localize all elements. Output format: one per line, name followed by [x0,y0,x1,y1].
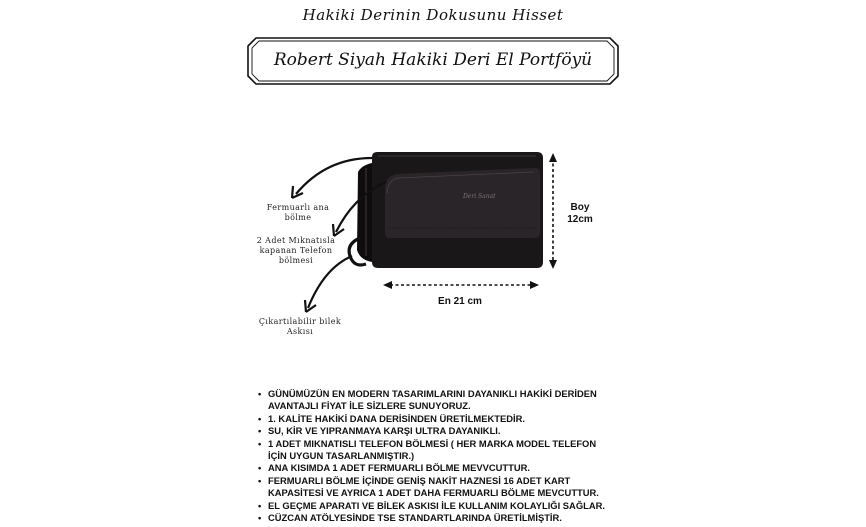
product-title: Robert Siyah Hakiki Deri El Portföyü [273,50,593,70]
callout-line: kapanan Telefon [259,246,333,255]
wallet-logo: Deri Sanat [463,193,496,200]
feature-item: • GÜNÜMÜZÜN EN MODERN TASARIMLARINI DAYANIKLI HAKİKİ DERİDEN AVANTAJLI FİYAT İLE SİZLERE SUNUYORUZ. [256,388,656,413]
feature-item: • CÜZCAN ATÖLYESİNDE TSE STANDARTLARINDA ÜRETİLMİŞTİR. [256,512,656,524]
callout-main-compartment [252,203,344,223]
callout-line: Çıkartılabilir bilek [258,317,342,326]
callout-wrist-strap [248,317,352,337]
feature-item: • 1 ADET MIKNATISLI TELEFON BÖLMESİ ( HER MARKA MODEL TELEFON İÇİN UYGUN TASARLANMIŞTIR.) [256,438,656,463]
feature-item: • SU, KİR VE YIPRANMAYA KARŞI ULTRA DAYANIKLI. [256,425,656,437]
callout-line: Fermuarlı ana [266,203,330,212]
height-label [560,202,600,226]
callout-line: 2 Adet Mıknatısla [256,236,336,245]
feature-item: • 1. KALİTE HAKİKİ DANA DERİSİNDEN ÜRETİLMEKTEDİR. [256,413,656,425]
feature-list [256,388,656,524]
callout-line: bölmesi [278,256,314,265]
callout-line: bölme [284,213,312,222]
wallet-image [349,152,543,268]
height-dimension [549,153,557,269]
feature-item: • ANA KISIMDA 1 ADET FERMUARLI BÖLME MEVVCUTTUR. [256,462,656,474]
height-label-title: Boy [570,202,590,213]
width-dimension [383,281,539,289]
callout-phone-compartment [244,236,348,266]
feature-item: • FERMUARLI BÖLME İÇİNDE GENİŞ NAKİT HAZNESİ 16 ADET KART KAPASİTESİ VE AYRICA 1 ADET DAHA FERMUARLI BÖLME MEVCUTTUR. [256,475,656,500]
callout-line: Askısı [286,327,314,336]
height-label-value: 12cm [567,214,593,225]
feature-item: • EL GEÇME APARATI VE BİLEK ASKISI İLE KULLANIM KOLAYLIĞI SAĞLAR. [256,500,656,512]
tagline: Hakiki Derinin Dokusunu Hisset [302,6,564,24]
width-label: En 21 cm [438,296,482,307]
